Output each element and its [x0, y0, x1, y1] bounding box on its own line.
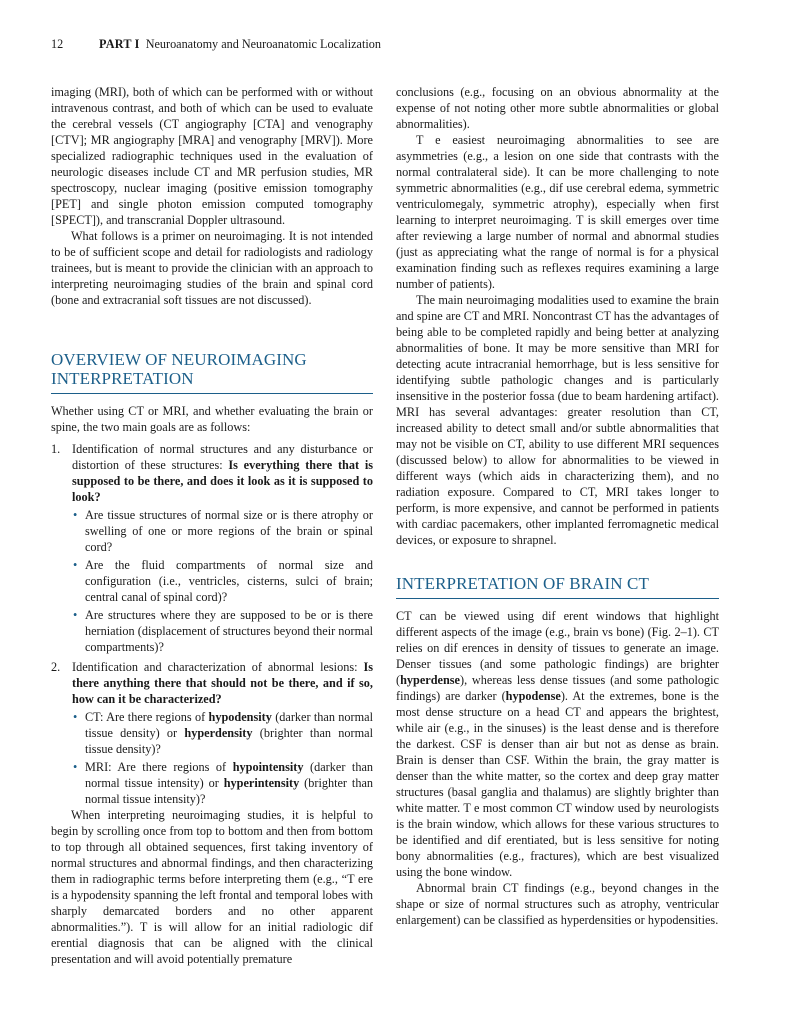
list-item: • Are the fluid compartments of normal size and configuration (i.e., ventricles, cisterns, sulci of brain; central canal of spinal cord)? — [73, 558, 373, 604]
list-item: • Are tissue structures of normal size or is there atrophy or swelling of one or more regions of the brain or spinal cord? — [73, 508, 373, 554]
list-item-ct: • CT: Are there regions of hypodensity (darker than normal tissue density) or hyperdensity (brighter than normal tissue density)? — [73, 710, 373, 756]
running-header — [51, 36, 749, 52]
paragraph-modalities: The main neuroimaging modalities used to examine the brain and spine are CT and MRI. Noncontrast CT has the advantages of being able to be completed rapidly and being better at analyzing abnormalities of bone. It may be more sensitive than MRI for detecting acute intracranial hemorrhage, but is less sensitive for identifying subtle pathologic changes and is particularly insensitive in the posterior fossa (due to beam hardening artifact). MRI has several advantages: greater resolution than CT, increased ability to detect small and/or subtle abnormalities that may not be visible on CT, ability to use different MRI sequences (discussed below) to allow for abnormalities to be viewed in different ways (which aids in characterizing them), and no radiation exposure. Compared to CT, MRI takes longer to perform, is more expensive, and cannot be performed in patients with cardiac pacemakers, other implanted ferromagnetic medical devices, or exposure to shrapnel. — [396, 293, 719, 547]
left-column — [51, 84, 373, 967]
goal-item-2 — [51, 659, 373, 807]
section-rule — [396, 598, 719, 599]
goal-1-bullets — [72, 507, 373, 655]
section-heading-overview: OVERVIEW OF NEUROIMAGING INTERPRETATION — [51, 350, 307, 388]
page-number: 12 — [51, 37, 64, 51]
list-item-mri: • MRI: Are there regions of hypointensity (darker than normal tissue intensity) or hyperintensity (brighter than normal tissue intensity)? — [73, 760, 374, 806]
bullet-dot-icon: • — [73, 760, 78, 774]
section-heading-brain-ct: INTERPRETATION OF BRAIN CT — [396, 574, 649, 593]
goal-number: 1. — [51, 442, 61, 456]
goals-list — [51, 441, 373, 807]
closing-paragraph: When interpreting neuroimaging studies, it is helpful to begin by scrolling once from top to bottom and then from bottom to top through all obtained sequences, first taking inventory of normal structures and abnormal findings, and then characterizing them in radiographic terms before interpreting them (e.g., “T ere is a hypodensity spanning the left frontal and temporal lobes with sharply demarcated borders and no other apparent abnormalities.”). T is will allow for an initial radiologic dif erential diagnosis that can be aligned with the clinical presentation and will avoid potentially premature — [51, 808, 373, 966]
intro-paragraph-2: What follows is a primer on neuroimaging. It is not intended to be of sufficient scope and detail for radiologists and radiology trainees, but is meant to provide the clinician with an approach to interpreting neuroimaging studies of the brain and spinal cord (bone and extracranial soft tissues are not discussed). — [51, 229, 373, 307]
goal-question: Is everything there that is supposed to be there, and does it look as it is supposed to look? — [72, 458, 373, 504]
list-item: • Are structures where they are supposed to be or is there herniation (displacement of structures beyond their normal compartments)? — [73, 608, 373, 654]
goal-number: 2. — [51, 660, 61, 674]
bullet-dot-icon: • — [73, 608, 78, 622]
section-rule — [51, 393, 373, 394]
continued-paragraph: conclusions (e.g., focusing on an obvious abnormality at the expense of not noting other more subtle abnormalities or global abnormalities). — [396, 85, 719, 131]
paragraph-abnormal-findings: Abnormal brain CT findings (e.g., beyond changes in the shape or size of normal structures such as atrophy, ventricular enlargement) can be classified as hyperdensities or hypodensities. — [396, 881, 719, 927]
goal-item-1 — [51, 441, 373, 655]
part-label: PART I — [99, 37, 140, 51]
part-title: Neuroanatomy and Neuroanatomic Localization — [145, 37, 381, 51]
goals-lead: Whether using CT or MRI, and whether evaluating the brain or spine, the two main goals are as follows: — [51, 404, 373, 434]
bullet-dot-icon: • — [73, 558, 78, 572]
goal-question: Is there anything there that should not be there, and if so, how can it be characterized? — [72, 660, 374, 706]
bullet-dot-icon: • — [73, 710, 78, 724]
paragraph-asymmetries: T e easiest neuroimaging abnormalities to see are asymmetries (e.g., a lesion on one side that contrasts with the normal contralateral side). It can be more challenging to note symmetric abnormalities (e.g., dif use cerebral edema, symmetric ventriculomegaly, symmetric atrophy), especially when first learning to interpret neuroimaging. T is skill emerges over time after reviewing a large number of normal and abnormal studies (just as appreciating what the range of normal is for a physical examination finding such as reflexes requires examining a large number of patients). — [396, 133, 719, 291]
right-column — [396, 84, 719, 928]
bullet-dot-icon: • — [73, 508, 78, 522]
goal-text: Identification and characterization of abnormal lesions: — [72, 660, 358, 674]
paragraph-ct-windows: CT can be viewed using dif erent windows that highlight different aspects of the image (e.g., brain vs bone) (Fig. 2–1). CT relies on dif erences in density of tissues to generate an image. Denser tissues (and some pathologic findings) are brighter (hyperdense), whereas less dense tissues (and some pathologic findings) are darker (hypodense). At the extremes, bone is the most dense structure on a head CT and appears the brightest, while air (e.g., in the sinuses) is the least dense and is therefore the darkest. CSF is denser than air but not as dense as brain. Brain is denser than CSF. Within the brain, the gray matter is denser than the white matter, so the cortex and deep gray matter structures (basal ganglia and thalamus) are slightly brighter than white matter. T e most common CT window used by neurologists is the brain window, which allows for these various structures to be identified and dif erentiated, but is less sensitive for noting bony abnormalities (e.g., fractures), which are best visualized using the bone window. — [396, 609, 719, 879]
intro-paragraph-1: imaging (MRI), both of which can be performed with or without intravenous contrast, and both of which can be used to evaluate the cerebral vessels (CT angiography [CTA] and venography [CTV]; MR angiography [MRA] and venography [MRV]). More specialized radiographic techniques used in the evaluation of neurologic diseases include CT and MR perfusion studies, MR spectroscopy, nuclear imaging (positive emission tomography [PET] and single photon emission computed tomography [SPECT]), and transcranial Doppler ultrasound. — [51, 85, 373, 227]
goal-text: Identification of normal structures and any disturbance or distortion of these structures: — [72, 442, 373, 472]
goal-2-bullets — [72, 709, 373, 807]
